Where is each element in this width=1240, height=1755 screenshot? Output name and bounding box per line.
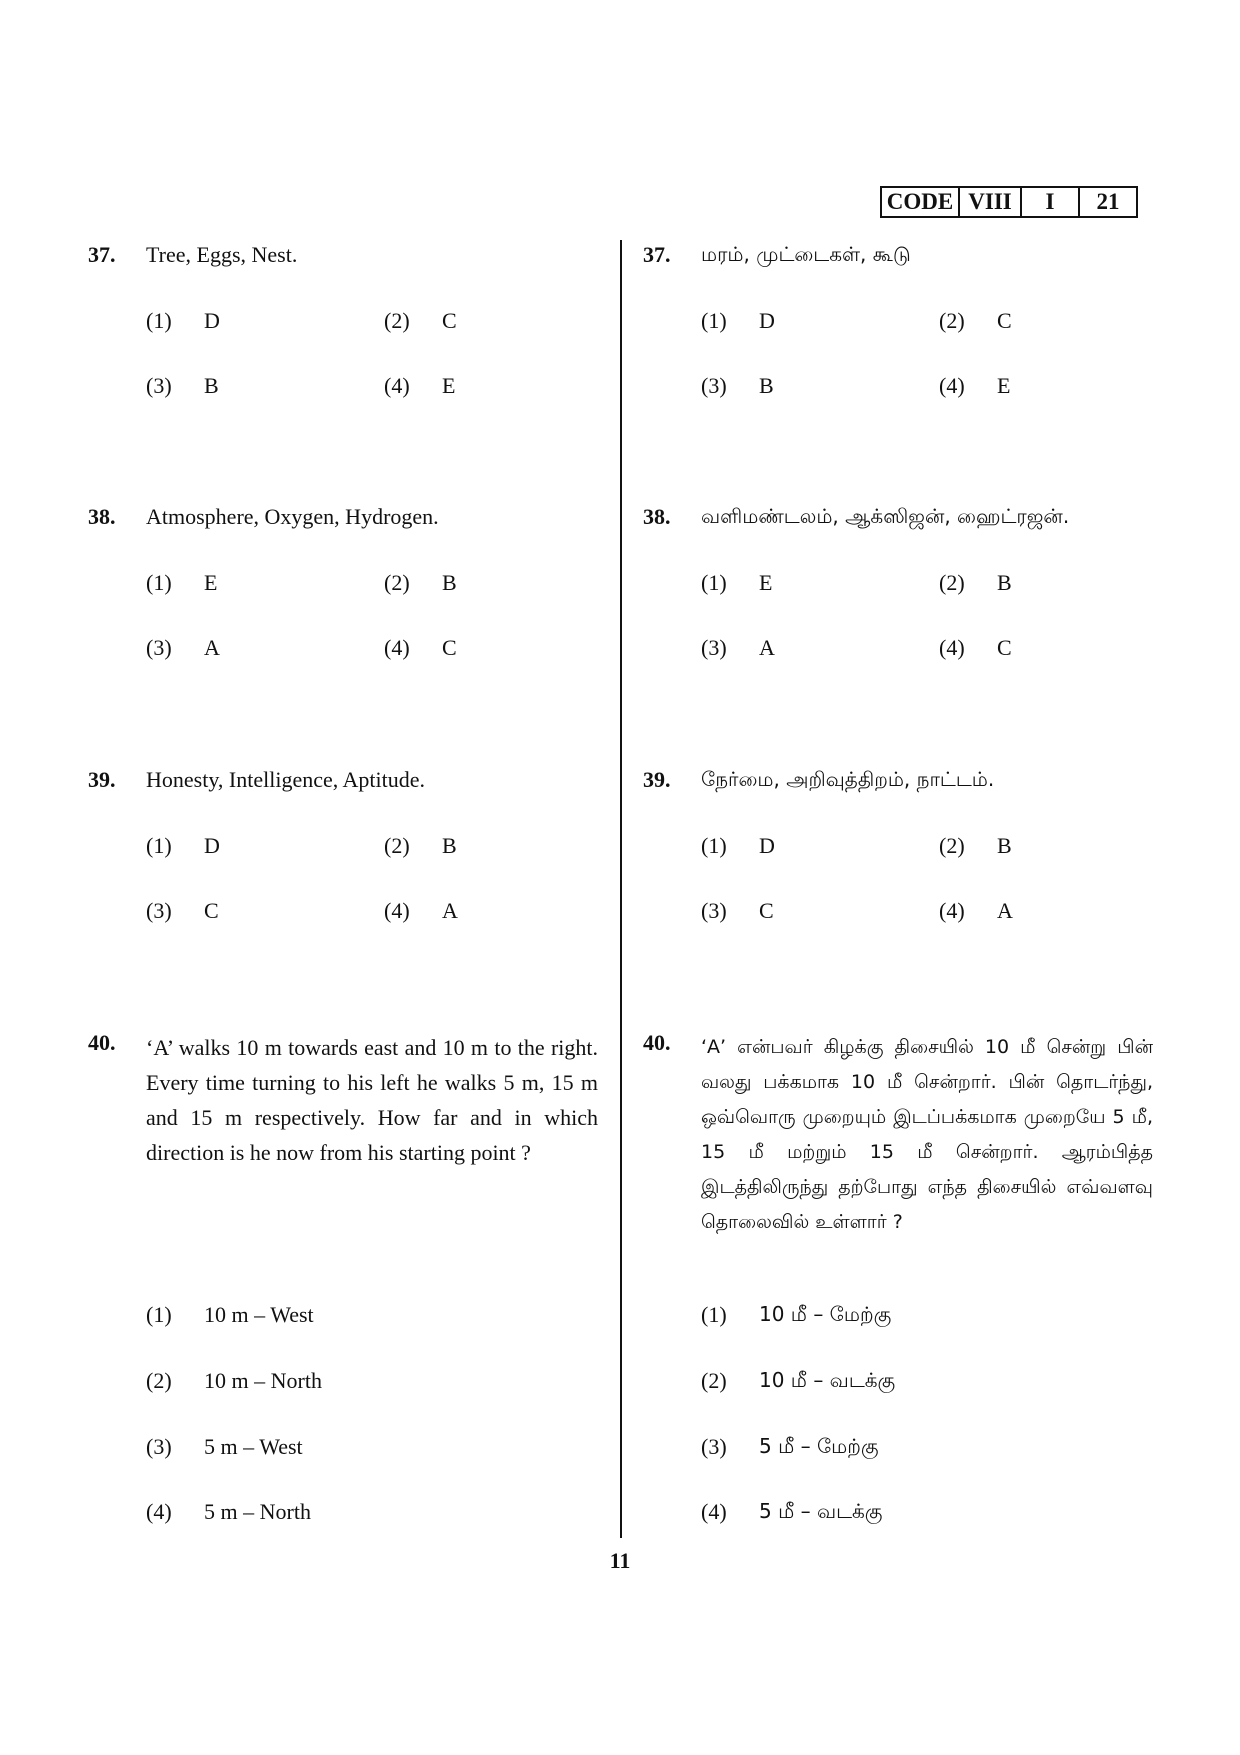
option-number: (3): [701, 373, 727, 398]
question-39-tamil: [643, 767, 1153, 923]
option-number: (2): [384, 570, 410, 595]
option-text: E: [997, 373, 1011, 398]
option-number: (1): [146, 570, 172, 595]
option-number: (4): [384, 898, 410, 923]
option-number: (2): [384, 833, 410, 858]
question-number: 39.: [643, 767, 671, 792]
option-number: (4): [146, 1499, 172, 1524]
code-value-paper: I: [1022, 188, 1080, 216]
option-number: (4): [384, 373, 410, 398]
question-text: Tree, Eggs, Nest.: [146, 242, 298, 267]
code-label: CODE: [882, 188, 960, 216]
option-number: (4): [384, 635, 410, 660]
option-number: (2): [939, 570, 965, 595]
option-number: (4): [701, 1499, 727, 1524]
question-number: 39.: [88, 767, 116, 792]
question-38-tamil: [643, 504, 1153, 660]
option-number: (1): [146, 1302, 172, 1327]
option-number: (4): [939, 373, 965, 398]
option-text: C: [204, 898, 219, 923]
code-box: [880, 186, 1138, 218]
option-text: 10 m – West: [204, 1302, 314, 1327]
option-text: C: [997, 308, 1012, 333]
question-text: ‘A’ walks 10 m towards east and 10 m to the right. Every time turning to his left he walks 5 m, 15 m and 15 m respectively. How far and in which direction is he now from his starting point ?: [146, 1035, 598, 1165]
code-value-class: VIII: [960, 188, 1022, 216]
option-text: A: [997, 898, 1013, 923]
option-text: D: [759, 308, 775, 333]
option-text: C: [759, 898, 774, 923]
option-text: C: [997, 635, 1012, 660]
option-text: A: [759, 635, 775, 660]
option-number: (2): [701, 1368, 727, 1393]
option-text: A: [442, 898, 458, 923]
option-text: 5 m – West: [204, 1434, 303, 1459]
option-text: B: [204, 373, 219, 398]
option-text: B: [442, 570, 457, 595]
option-text: A: [204, 635, 220, 660]
question-number: 40.: [88, 1030, 116, 1055]
option-number: (1): [701, 570, 727, 595]
option-number: (2): [939, 308, 965, 333]
option-number: (3): [701, 1434, 727, 1459]
option-text: 5 மீ – வடக்கு: [759, 1499, 883, 1523]
option-text: E: [442, 373, 456, 398]
question-text: வளிமண்டலம், ஆக்ஸிஜன், ஹைட்ரஜன்.: [701, 504, 1070, 528]
option-text: D: [759, 833, 775, 858]
option-number: (3): [701, 635, 727, 660]
option-text: 10 m – North: [204, 1368, 322, 1393]
option-number: (2): [146, 1368, 172, 1393]
option-text: D: [204, 308, 220, 333]
option-text: B: [442, 833, 457, 858]
question-38-english: [88, 504, 598, 660]
option-text: D: [204, 833, 220, 858]
option-number: (3): [701, 898, 727, 923]
question-text: ‘A’ என்பவர் கிழக்கு திசையில் 10 மீ சென்று பின் வலது பக்கமாக 10 மீ சென்றார். பின் தொடர்ந்து, ஒவ்வொரு முறையும் இடப்பக்கமாக முறையே 5 மீ, 15 மீ மற்றும் 15 மீ சென்றார். ஆரம்பித்த இடத்திலிருந்து தற்போது எந்த திசையில் எவ்வளவு தொலைவில் உள்ளார் ?: [701, 1036, 1153, 1233]
option-number: (3): [146, 373, 172, 398]
option-number: (3): [146, 898, 172, 923]
option-number: (1): [701, 308, 727, 333]
option-number: (2): [384, 308, 410, 333]
option-text: E: [759, 570, 773, 595]
option-text: 10 மீ – மேற்கு: [759, 1302, 892, 1326]
option-number: (2): [939, 833, 965, 858]
question-number: 40.: [643, 1030, 671, 1055]
question-text: நேர்மை, அறிவுத்திறம், நாட்டம்.: [701, 767, 995, 791]
question-number: 37.: [643, 242, 671, 267]
question-37-tamil: [643, 242, 1153, 398]
question-37-english: [88, 242, 598, 398]
question-39-english: [88, 767, 598, 923]
option-text: C: [442, 308, 457, 333]
page-number: 11: [609, 1548, 631, 1573]
code-value-number: 21: [1096, 189, 1120, 214]
option-number: (3): [146, 635, 172, 660]
option-text: E: [204, 570, 218, 595]
option-text: 10 மீ – வடக்கு: [759, 1368, 896, 1392]
column-divider: [620, 240, 622, 1538]
option-number: (1): [701, 833, 727, 858]
question-number: 38.: [88, 504, 116, 529]
question-text: Honesty, Intelligence, Aptitude.: [146, 767, 426, 792]
option-text: B: [997, 570, 1012, 595]
question-text: Atmosphere, Oxygen, Hydrogen.: [146, 504, 439, 529]
question-text: மரம், முட்டைகள், கூடு: [701, 242, 911, 266]
option-number: (1): [146, 308, 172, 333]
option-text: C: [442, 635, 457, 660]
question-number: 38.: [643, 504, 671, 529]
option-number: (4): [939, 635, 965, 660]
option-text: B: [759, 373, 774, 398]
question-number: 37.: [88, 242, 116, 267]
option-text: B: [997, 833, 1012, 858]
option-number: (1): [146, 833, 172, 858]
option-number: (3): [146, 1434, 172, 1459]
option-text: 5 மீ – மேற்கு: [759, 1434, 879, 1458]
option-text: 5 m – North: [204, 1499, 311, 1524]
option-number: (1): [701, 1302, 727, 1327]
option-number: (4): [939, 898, 965, 923]
